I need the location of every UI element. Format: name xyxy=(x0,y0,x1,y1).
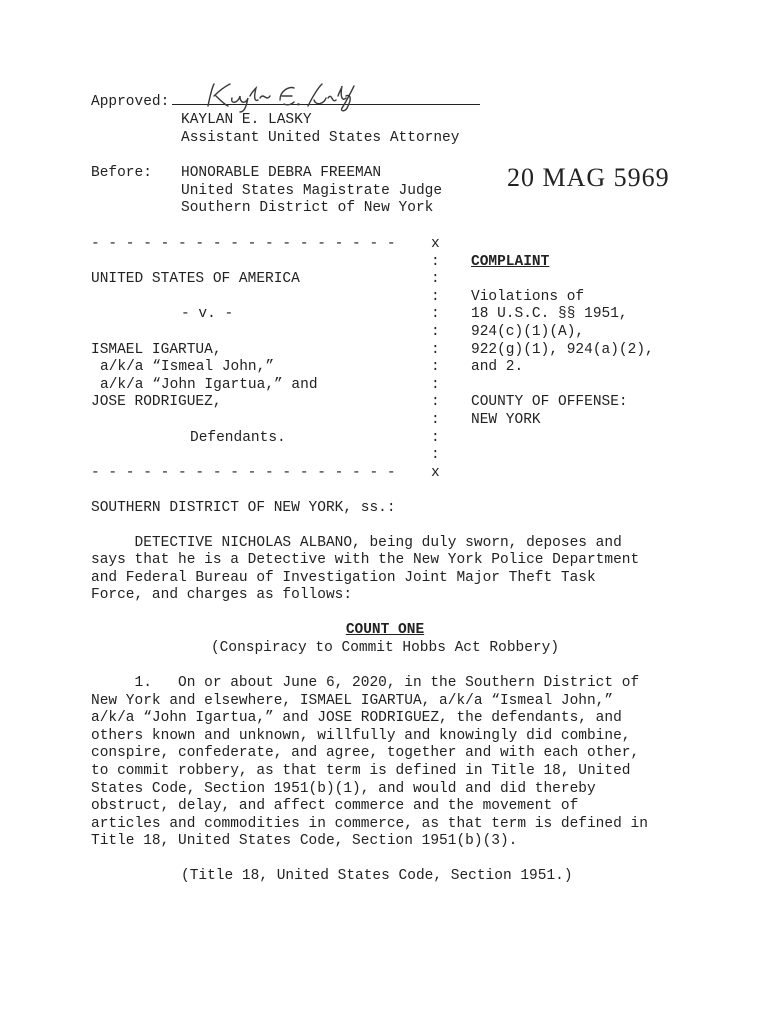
venue-line: SOUTHERN DISTRICT OF NEW YORK, ss.: xyxy=(91,500,396,516)
caption-colon: : xyxy=(431,289,440,305)
caption-colon: : xyxy=(431,342,440,358)
paragraph-line: Title 18, United States Code, Section 1951(b)(3). xyxy=(91,833,518,849)
intro-line: says that he is a Detective with the New York Police Department xyxy=(91,552,640,568)
county-value: NEW YORK xyxy=(471,412,541,428)
defendant-1: ISMAEL IGARTUA, xyxy=(91,342,222,358)
statute-citation: (Title 18, United States Code, Section 1951.) xyxy=(181,868,573,884)
violations-line: 924(c)(1)(A), xyxy=(471,324,585,340)
intro-line: Force, and charges as follows: xyxy=(91,587,353,603)
paragraph-line: 1. On or about June 6, 2020, in the Southern District of xyxy=(91,675,640,691)
paragraph-line: New York and elsewhere, ISMAEL IGARTUA, a/k/a “Ismeal John,” xyxy=(91,693,614,709)
violations-line: Violations of xyxy=(471,289,585,305)
caption-bottom-x: x xyxy=(431,465,440,481)
versus-label: - v. - xyxy=(181,306,234,322)
paragraph-line: States Code, Section 1951(b)(1), and would and did thereby xyxy=(91,781,596,797)
caption-colon: : xyxy=(431,412,440,428)
violations-line: 922(g)(1), 924(a)(2), xyxy=(471,342,654,358)
judge-name: HONORABLE DEBRA FREEMAN xyxy=(181,165,382,181)
signer-title: Assistant United States Attorney xyxy=(181,130,460,146)
before-label: Before: xyxy=(91,165,152,181)
caption-colon: : xyxy=(431,324,440,340)
signer-name: KAYLAN E. LASKY xyxy=(181,112,312,128)
intro-line: and Federal Bureau of Investigation Joint Major Theft Task xyxy=(91,570,596,586)
docket-number: 20 MAG 5969 xyxy=(507,163,670,192)
caption-top-dashes: - - - - - - - - - - - - - - - - - - xyxy=(91,236,396,252)
intro-line: DETECTIVE NICHOLAS ALBANO, being duly sworn, deposes and xyxy=(91,535,622,551)
caption-colon: : xyxy=(431,377,440,393)
defendant-2: JOSE RODRIGUEZ, xyxy=(91,394,222,410)
handwritten-signature xyxy=(200,78,360,114)
paragraph-line: conspire, confederate, and agree, together and with each other, xyxy=(91,745,640,761)
count-title: COUNT ONE xyxy=(345,622,425,638)
caption-colon: : xyxy=(431,359,440,375)
paragraph-line: articles and commodities in commerce, as that term is defined in xyxy=(91,816,648,832)
defendants-label: Defendants. xyxy=(190,430,286,446)
caption-colon: : xyxy=(431,430,440,446)
caption-colon: : xyxy=(431,394,440,410)
judge-title: United States Magistrate Judge xyxy=(181,183,443,199)
paragraph-line: others known and unknown, willfully and knowingly did combine, xyxy=(91,728,631,744)
caption-top-x: x xyxy=(431,236,440,252)
approved-label: Approved: xyxy=(91,94,170,110)
count-subtitle: (Conspiracy to Commit Hobbs Act Robbery) xyxy=(210,640,560,656)
caption-colon: : xyxy=(431,254,440,270)
plaintiff-name: UNITED STATES OF AMERICA xyxy=(91,271,300,287)
judge-district: Southern District of New York xyxy=(181,200,434,216)
paragraph-line: obstruct, delay, and affect commerce and the movement of xyxy=(91,798,579,814)
paragraph-line: a/k/a “John Igartua,” and JOSE RODRIGUEZ, the defendants, and xyxy=(91,710,622,726)
caption-colon: : xyxy=(431,447,440,463)
defendant-alias-1: a/k/a “Ismeal John,” xyxy=(100,359,275,375)
violations-line: and 2. xyxy=(471,359,524,375)
county-label: COUNTY OF OFFENSE: xyxy=(471,394,628,410)
caption-colon: : xyxy=(431,271,440,287)
complaint-heading: COMPLAINT xyxy=(471,254,550,270)
paragraph-line: to commit robbery, as that term is defined in Title 18, United xyxy=(91,763,631,779)
defendant-alias-2: a/k/a “John Igartua,” and xyxy=(100,377,318,393)
violations-line: 18 U.S.C. §§ 1951, xyxy=(471,306,628,322)
caption-bottom-dashes: - - - - - - - - - - - - - - - - - - xyxy=(91,465,396,481)
caption-colon: : xyxy=(431,306,440,322)
